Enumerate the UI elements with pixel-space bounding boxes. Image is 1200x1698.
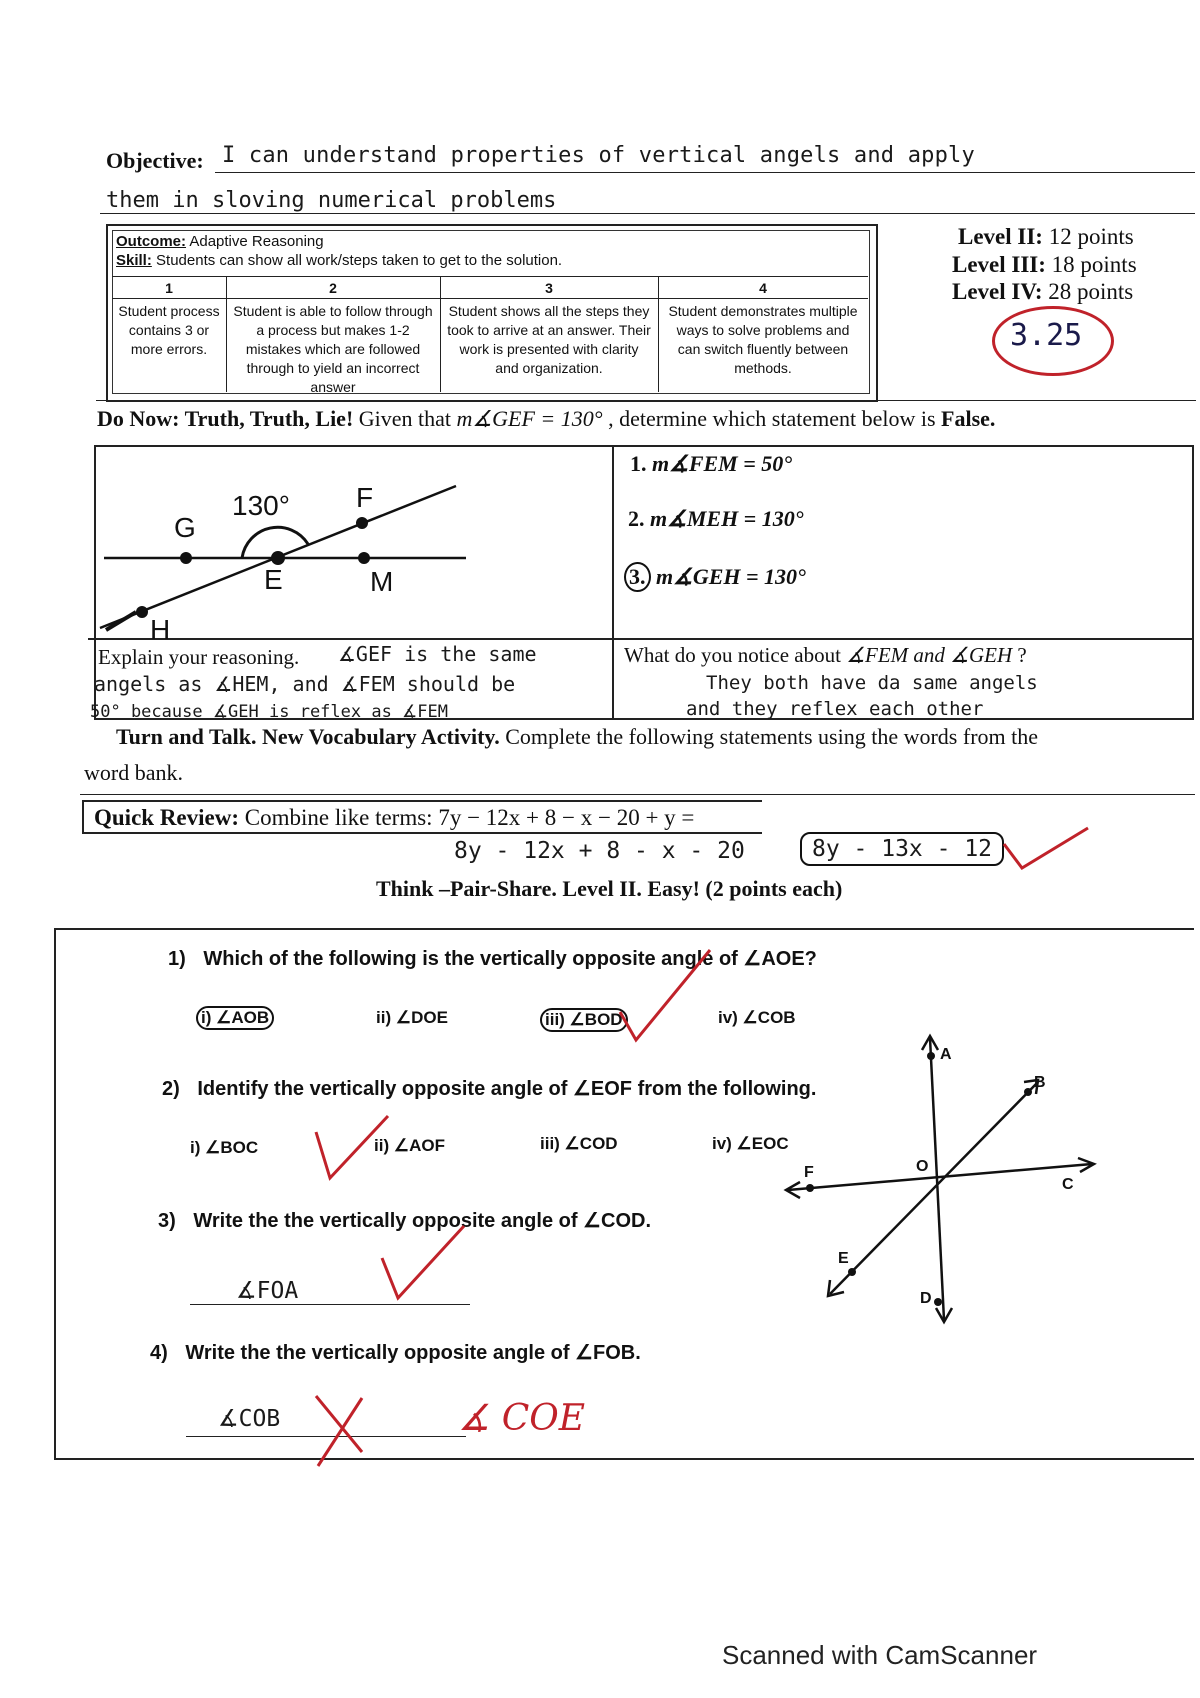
- checkmark-quick-review: [1000, 822, 1092, 872]
- objective-label: Objective:: [106, 148, 204, 173]
- checkmark-q3: [378, 1222, 468, 1302]
- label-e2: E: [838, 1250, 849, 1267]
- label-f: F: [356, 482, 374, 513]
- label-c: C: [1062, 1176, 1074, 1193]
- q2-text: Identify the vertically opposite angle of ∠EOF from the following.: [197, 1078, 817, 1100]
- point-m-dot: [358, 552, 370, 564]
- notice-answer-line1: They both have da same angels: [706, 672, 1038, 694]
- point-d-dot: [934, 1298, 942, 1306]
- q1-text: Which of the following is the vertically opposite angle of ∠AOE?: [203, 948, 817, 970]
- rubric-col4-text: Student demonstrates multiple ways to solve problems and can switch fluently between methods.: [668, 303, 858, 376]
- q1-option-1[interactable]: i) ∠AOB: [196, 1006, 274, 1030]
- rubric-col2-text: Student is able to follow through a process but makes 1-2 mistakes which are followed through to yield an incorrect answer: [233, 303, 433, 395]
- level-4: [952, 279, 1133, 305]
- turn-talk-line2: word bank.: [84, 760, 183, 785]
- q1-option-4[interactable]: iv) ∠COB: [718, 1008, 796, 1027]
- checkmark-q2: [312, 1112, 392, 1184]
- objective-underline-2: [100, 213, 1195, 214]
- think-pair-title: Think –Pair-Share. Level II. Easy! (2 points each): [376, 876, 843, 901]
- q2-option-1[interactable]: i) ∠BOC: [190, 1138, 259, 1157]
- do-now-line: [97, 406, 995, 432]
- q3-answer[interactable]: ∡FOA: [236, 1278, 299, 1304]
- notice-answer-line2: and they reflex each other: [686, 698, 984, 720]
- cross-mark-q4: [310, 1388, 370, 1468]
- rubric-col2-num: 2: [329, 280, 337, 296]
- point-g-dot: [180, 552, 192, 564]
- point-b-dot: [1024, 1088, 1032, 1096]
- quick-review-prompt: Combine like terms:: [244, 805, 433, 830]
- point-e-dot: [271, 551, 285, 565]
- do-now-false: False.: [941, 406, 996, 431]
- q4-answer[interactable]: ∡COB: [218, 1406, 281, 1432]
- point-h-dot: [136, 606, 148, 618]
- explain-answer-line1: ∡GEF is the same: [338, 642, 537, 666]
- explain-answer-line3: 50° because ∡GEH is reflex as ∡FEM: [90, 702, 448, 722]
- label-m: M: [370, 566, 394, 597]
- checkmark-q1-path: [620, 950, 710, 1040]
- rubric-col1-text: Student process contains 3 or more errors.: [118, 303, 220, 357]
- point-e-dot: [848, 1268, 856, 1276]
- do-now-table-col-divider: [612, 445, 614, 720]
- quick-review-label: Quick Review:: [94, 805, 240, 830]
- checkmark-path: [1004, 828, 1088, 868]
- rubric-outcome: [116, 233, 324, 250]
- checkmark-q3-path: [382, 1226, 464, 1298]
- label-g: G: [174, 512, 196, 543]
- outcome-label: Outcome:: [116, 233, 187, 250]
- q2-option-4[interactable]: iv) ∠EOC: [712, 1134, 789, 1153]
- statement-1: [630, 451, 792, 477]
- outcome-value: Adaptive Reasoning: [189, 233, 324, 250]
- statement-2-text: m∡MEH = 130°: [650, 506, 804, 531]
- label-h: H: [150, 614, 171, 645]
- statement-3-num: 3.: [624, 562, 651, 592]
- point-f-dot: [806, 1184, 814, 1192]
- q4-text: Write the the vertically opposite angle of ∠FOB.: [185, 1342, 641, 1364]
- quick-review-line: [94, 805, 694, 831]
- q1-num: 1): [168, 948, 186, 970]
- score-value: 3.25: [1010, 318, 1083, 353]
- objective-underline-1: [215, 172, 1195, 173]
- skill-value: Students can show all work/steps taken to get to the solution.: [156, 252, 563, 269]
- label-o: O: [916, 1158, 929, 1175]
- cross-line-a: [316, 1396, 362, 1452]
- point-a-dot: [927, 1052, 935, 1060]
- objective-text-line2: them in sloving numerical problems: [106, 188, 557, 213]
- q1: [168, 946, 817, 971]
- checkmark-q1: [614, 944, 714, 1044]
- q4-num: 4): [150, 1342, 168, 1364]
- q4: [150, 1340, 641, 1365]
- checkmark-q2-path: [316, 1116, 388, 1178]
- q3-answer-line: [190, 1304, 470, 1305]
- q2-option-3[interactable]: iii) ∠COD: [540, 1134, 618, 1153]
- statement-2: [628, 506, 804, 532]
- do-now-suffix: , determine which statement below is: [608, 406, 936, 431]
- level-3-label: Level III:: [952, 252, 1046, 277]
- explain-prompt: Explain your reasoning.: [98, 645, 300, 669]
- quick-review-answer: 8y - 13x - 12: [800, 832, 1004, 866]
- rubric-col4-num: 4: [759, 280, 767, 296]
- turn-talk-bold: Turn and Talk. New Vocabulary Activity.: [116, 724, 500, 749]
- quick-review-expression: 7y − 12x + 8 − x − 20 + y =: [438, 805, 695, 830]
- notice-prompt-prefix: What do you notice about: [624, 643, 841, 667]
- level-3-value: 18 points: [1051, 252, 1137, 277]
- notice-prompt-suffix: ?: [1017, 643, 1027, 667]
- level-4-label: Level IV:: [952, 279, 1043, 304]
- turn-talk-rule: [80, 794, 1195, 795]
- point-f-dot: [356, 517, 368, 529]
- explain-answer-line2: angels as ∡HEM, and ∡FEM should be: [94, 672, 516, 696]
- turn-talk-line1: [116, 724, 1038, 750]
- ray-h-arrow: [106, 612, 136, 630]
- rubric-bottom-rule: [96, 400, 1196, 401]
- turn-talk-rest-1: Complete the following statements using the words from the: [505, 724, 1039, 749]
- q3-text: Write the the vertically opposite angle of ∠COD.: [193, 1210, 651, 1232]
- rubric-col3-num: 3: [545, 280, 553, 296]
- skill-label: Skill:: [116, 252, 152, 269]
- statement-3: [624, 562, 806, 592]
- line-f-c: [788, 1164, 1092, 1190]
- level-4-value: 28 points: [1048, 279, 1134, 304]
- q2-option-2[interactable]: ii) ∠AOF: [374, 1136, 445, 1155]
- statement-2-num: 2.: [628, 506, 645, 531]
- label-e: E: [264, 564, 283, 595]
- q3-num: 3): [158, 1210, 176, 1232]
- rubric-col1-num: 1: [165, 280, 173, 296]
- statement-3-text: m∡GEH = 130°: [656, 564, 806, 589]
- q4-correction: ∡ COE: [458, 1398, 586, 1439]
- statement-1-num: 1.: [630, 451, 647, 476]
- diagram-vertical-angles: [770, 1030, 1110, 1330]
- do-now-equation: m∡GEF = 130°: [456, 406, 603, 431]
- camscanner-watermark: Scanned with CamScanner: [722, 1640, 1038, 1670]
- notice-prompt-math: ∡FEM and ∡GEH: [846, 643, 1013, 667]
- angle-130-label: 130°: [232, 490, 290, 521]
- q1-option-2[interactable]: ii) ∠DOE: [376, 1008, 448, 1027]
- level-3: [952, 252, 1137, 278]
- level-2-value: 12 points: [1048, 224, 1134, 249]
- label-b: B: [1034, 1074, 1046, 1091]
- do-now-given: Given that: [358, 406, 452, 431]
- label-f2: F: [804, 1164, 814, 1181]
- quick-review-work: 8y - 12x + 8 - x - 20: [454, 838, 745, 864]
- notice-prompt: [624, 643, 1027, 668]
- level-2: [958, 224, 1134, 250]
- label-d: D: [920, 1290, 932, 1307]
- statement-1-text: m∡FEM = 50°: [652, 451, 793, 476]
- do-now-prefix: Do Now: Truth, Truth, Lie!: [97, 406, 354, 431]
- q2: [162, 1076, 816, 1101]
- rubric-col3-text: Student shows all the steps they took to arrive at an answer. Their work is presented with clarity and organization.: [447, 303, 651, 376]
- level-2-label: Level II:: [958, 224, 1043, 249]
- label-a: A: [940, 1046, 952, 1063]
- rubric-skill: [116, 252, 562, 269]
- objective-text-line1: I can understand properties of vertical angels and apply: [222, 143, 975, 168]
- q2-num: 2): [162, 1078, 180, 1100]
- q1-option-3[interactable]: iii) ∠BOD: [540, 1008, 628, 1032]
